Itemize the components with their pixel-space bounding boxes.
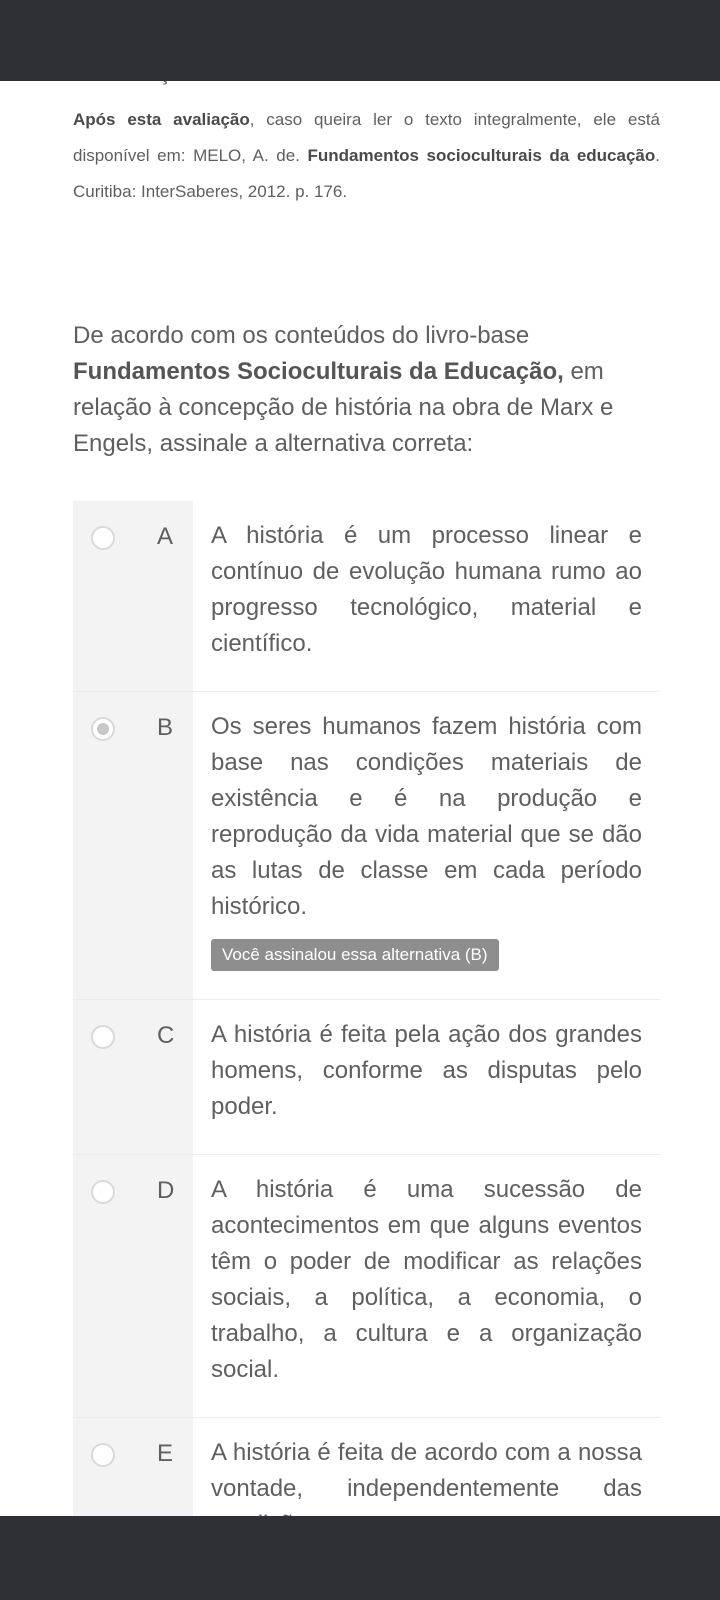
question-text-end: em relação à concepção de história na obra de Marx e Engels, assinale a alternativa correta:	[73, 358, 614, 457]
option-a-text: A história é um processo linear e contínuo de evolução humana rumo ao progresso tecnológico, material e científico.	[211, 522, 642, 657]
option-c-selector	[73, 1000, 193, 1154]
note-bold-lead: Após esta avaliação	[73, 110, 250, 129]
option-a-body	[193, 501, 660, 691]
option-e-text: A história é feita de acordo com a nossa vontade, independentemente das	[211, 1439, 642, 1502]
note-text: , caso queira ler o texto integralmente, ele está disponível em: MELO, A. de.	[73, 110, 660, 165]
option-b-letter: B	[157, 714, 174, 741]
option-b-selector	[73, 692, 193, 999]
option-d-text: A história é uma sucessão de acontecimentos em que alguns eventos têm o poder de modificar as relações sociais, a política, a economia, o trabalho, a cultura e a organização social.	[211, 1176, 642, 1383]
option-c[interactable]	[73, 1000, 660, 1155]
answer-options	[73, 501, 660, 1573]
selected-answer-badge: Você assinalou essa alternativa (B)	[211, 939, 499, 971]
option-d-letter: D	[157, 1177, 175, 1204]
note-book-title: Fundamentos socioculturais da educação	[307, 146, 656, 165]
option-a[interactable]	[73, 501, 660, 692]
option-d[interactable]	[73, 1155, 660, 1418]
option-d-radio[interactable]	[91, 1180, 115, 1204]
option-b-radio[interactable]	[91, 717, 115, 741]
option-c-text: A história é feita pela ação dos grandes homens, conforme as disputas pelo poder.	[211, 1021, 642, 1120]
option-a-letter: A	[157, 523, 174, 550]
bottom-navigation-bar	[0, 1516, 720, 1600]
option-a-radio[interactable]	[91, 526, 115, 550]
option-c-body	[193, 1000, 660, 1154]
option-a-selector	[73, 501, 193, 691]
option-b-body	[193, 692, 660, 999]
option-d-selector	[73, 1155, 193, 1417]
note-reference: . Curitiba: InterSaberes, 2012. p. 176.	[73, 146, 660, 201]
source-note	[73, 102, 660, 210]
option-c-letter: C	[157, 1022, 175, 1049]
option-e-letter: E	[157, 1440, 174, 1467]
question-text-start: De acordo com os conteúdos do livro-base	[73, 322, 530, 349]
option-b-text: Os seres humanos fazem história com base nas condições materiais de existência e é na produção e reprodução da vida material que se dão as lutas de classe em cada período histórico.	[211, 713, 642, 920]
option-e-radio[interactable]	[91, 1443, 115, 1467]
question-book-title: Fundamentos Socioculturais da Educação,	[73, 358, 564, 385]
top-app-bar	[0, 0, 720, 81]
option-b[interactable]	[73, 692, 660, 1000]
option-d-body	[193, 1155, 660, 1417]
question-statement	[73, 318, 663, 462]
option-c-radio[interactable]	[91, 1025, 115, 1049]
